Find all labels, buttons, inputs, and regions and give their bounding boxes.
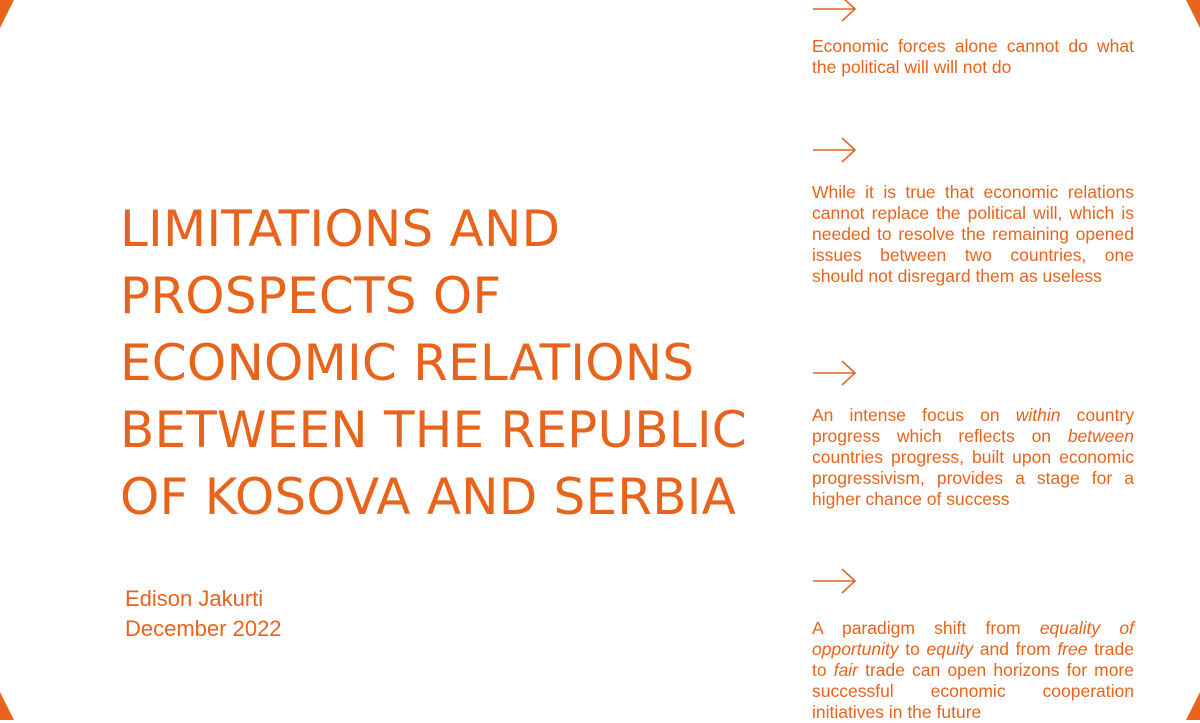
corner-decoration-bottom-right <box>1186 692 1200 720</box>
takeaway-text: Economic forces alone cannot do what the political will will not do <box>812 36 1134 77</box>
takeaway-text: A paradigm shift from equality of opportunity to equity and from free trade to fair trade can open horizons for more successful economic cooperation initiatives in the future <box>812 618 1134 722</box>
takeaway-item <box>812 0 1134 78</box>
publication-date: December 2022 <box>125 616 282 641</box>
takeaway-text: An intense focus on within country progress which reflects on between countries progress, built upon economic progressivism, provides a stage for a higher chance of success <box>812 405 1135 509</box>
takeaway-item <box>812 135 1134 287</box>
arrow-right-icon <box>812 566 858 596</box>
author-name: Edison Jakurti <box>125 586 264 611</box>
corner-decoration-top-right <box>1186 0 1200 28</box>
corner-decoration-top-left <box>0 0 14 28</box>
arrow-right-icon <box>812 0 858 24</box>
document-title: LIMITATIONS AND PROSPECTS OF ECONOMIC RELATIONS BETWEEN THE REPUBLIC OF KOSOVA AND SERBIA <box>120 200 747 526</box>
arrow-right-icon <box>812 358 858 388</box>
takeaway-item <box>812 358 1134 510</box>
corner-decoration-bottom-left <box>0 692 14 720</box>
takeaway-text: While it is true that economic relations cannot replace the political will, which is needed to resolve the remaining opened issues between two countries, one should not disregard them as useless <box>812 182 1134 286</box>
key-takeaways-panel <box>812 0 1134 720</box>
takeaway-item <box>812 566 1134 723</box>
arrow-right-icon <box>812 135 858 165</box>
